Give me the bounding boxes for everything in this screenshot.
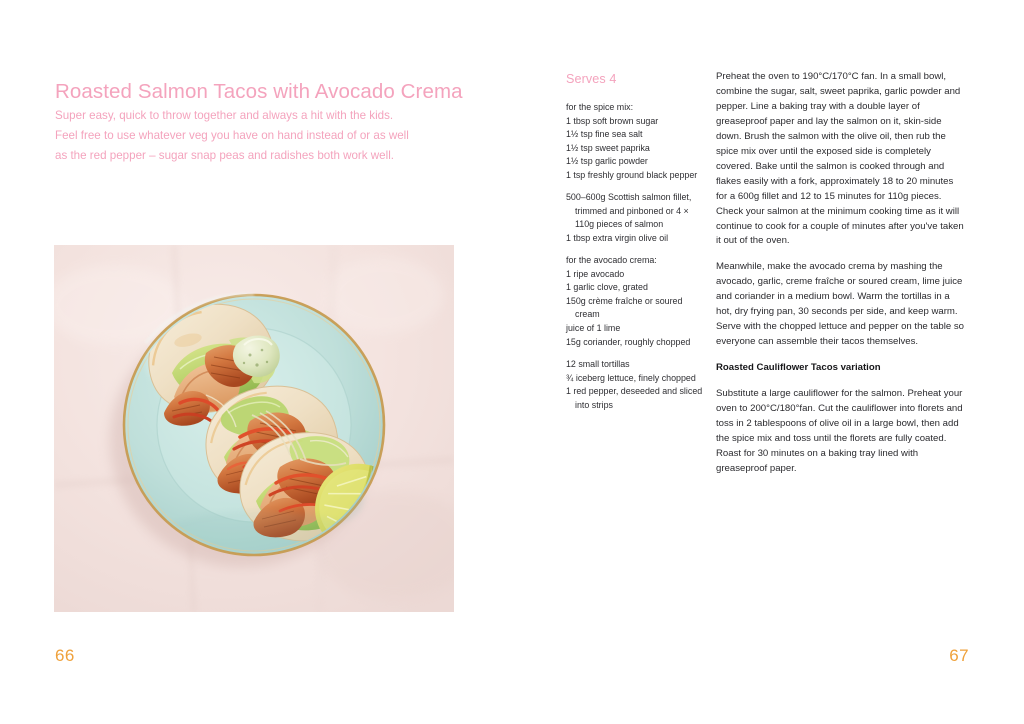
ingredient-item: 1½ tsp fine sea salt	[566, 129, 643, 140]
recipe-intro-line: Feel free to use whatever veg you have on hand instead of or as well	[55, 128, 409, 142]
ingredient-item: 1½ tsp sweet paprika	[566, 142, 650, 153]
recipe-photo	[54, 245, 454, 612]
ingredient-group	[566, 191, 704, 245]
recipe-intro-line: Super easy, quick to throw together and always a hit with the kids.	[55, 109, 394, 122]
page-number-left: 66	[55, 646, 75, 665]
ingredient-item: juice of 1 lime	[566, 322, 621, 333]
method-paragraph: Meanwhile, make the avocado crema by mashing the avocado, garlic, creme fraîche or soured cream, lime juice and coriander in a medium bowl. Warm the tortillas in a hot, dry frying pan, 30 seconds per side, and keep warm. Serve with the chopped lettuce and pepper on the table so everyone can assemble their tacos themselves.	[716, 261, 965, 348]
method-paragraph: Preheat the oven to 190°C/170°C fan. In a small bowl, combine the sugar, salt, sweet paprika, garlic powder and pepper. Line a baking tray with a double layer of greaseproof paper and lay the salmon on it, skin-side down. Brush the salmon with the olive oil, then rub the spice mix over until the exposed side is completely covered. Bake until the salmon is cooked through and flakes easily with a fork, approximately 18 to 20 minutes for a 600g fillet and 12 to 15 minutes for 110g pieces. Check your salmon at the minimum cooking time as it will continue to cook for a couple of minutes after you've taken it out of the oven.	[716, 71, 964, 247]
right-page	[512, 0, 1024, 724]
ingredients-list	[566, 101, 704, 412]
ingredient-item: 150g crème fraîche or soured cream	[566, 295, 683, 320]
ingredient-group	[566, 254, 704, 349]
ingredient-item: 1½ tsp garlic powder	[566, 156, 648, 167]
ingredient-item: 1 red pepper, deseeded and sliced into strips	[566, 386, 703, 410]
ingredient-item: 1 garlic clove, grated	[566, 282, 648, 293]
ingredient-item: ¾ iceberg lettuce, finely chopped	[566, 372, 696, 383]
ingredient-item: 1 tbsp soft brown sugar	[566, 115, 659, 126]
variation-body: Substitute a large cauliflower for the salmon. Preheat your oven to 200°C/180°fan. Cut the cauliflower into florets and toss in 2 tablespoons of olive oil in a large bowl, then add the spice mix and toss until the florets are fully coated. Roast for 30 minutes on a baking tray lined with greaseproof paper.	[716, 388, 963, 474]
ingredient-group	[566, 358, 704, 412]
ingredient-item: 1 ripe avocado	[566, 268, 625, 279]
ingredient-item: 1 tsp freshly ground black pepper	[566, 169, 698, 180]
recipe-photo-illustration	[54, 245, 454, 612]
ingredient-item: 500–600g Scottish salmon fillet, trimmed and pinboned or 4 × 110g pieces of salmon	[566, 192, 692, 230]
serves-label: Serves 4	[566, 72, 617, 86]
ingredient-item: 12 small tortillas	[566, 359, 630, 370]
page-title: Roasted Salmon Tacos with Avocado Crema	[55, 79, 463, 103]
page-number-right: 67	[949, 646, 969, 665]
ingredient-item: 1 tbsp extra virgin olive oil	[566, 232, 669, 243]
variation-section	[716, 361, 964, 477]
recipe-intro	[55, 106, 460, 166]
method-text	[716, 70, 964, 477]
variation-title: Roasted Cauliflower Tacos variation	[716, 362, 881, 374]
ingredient-group	[566, 101, 704, 182]
ingredient-group-heading: for the spice mix:	[566, 102, 634, 112]
ingredient-group-heading: for the avocado crema:	[566, 255, 657, 266]
ingredient-item: 15g coriander, roughly chopped	[566, 336, 691, 347]
recipe-intro-line: as the red pepper – sugar snap peas and radishes both work well.	[55, 148, 395, 162]
